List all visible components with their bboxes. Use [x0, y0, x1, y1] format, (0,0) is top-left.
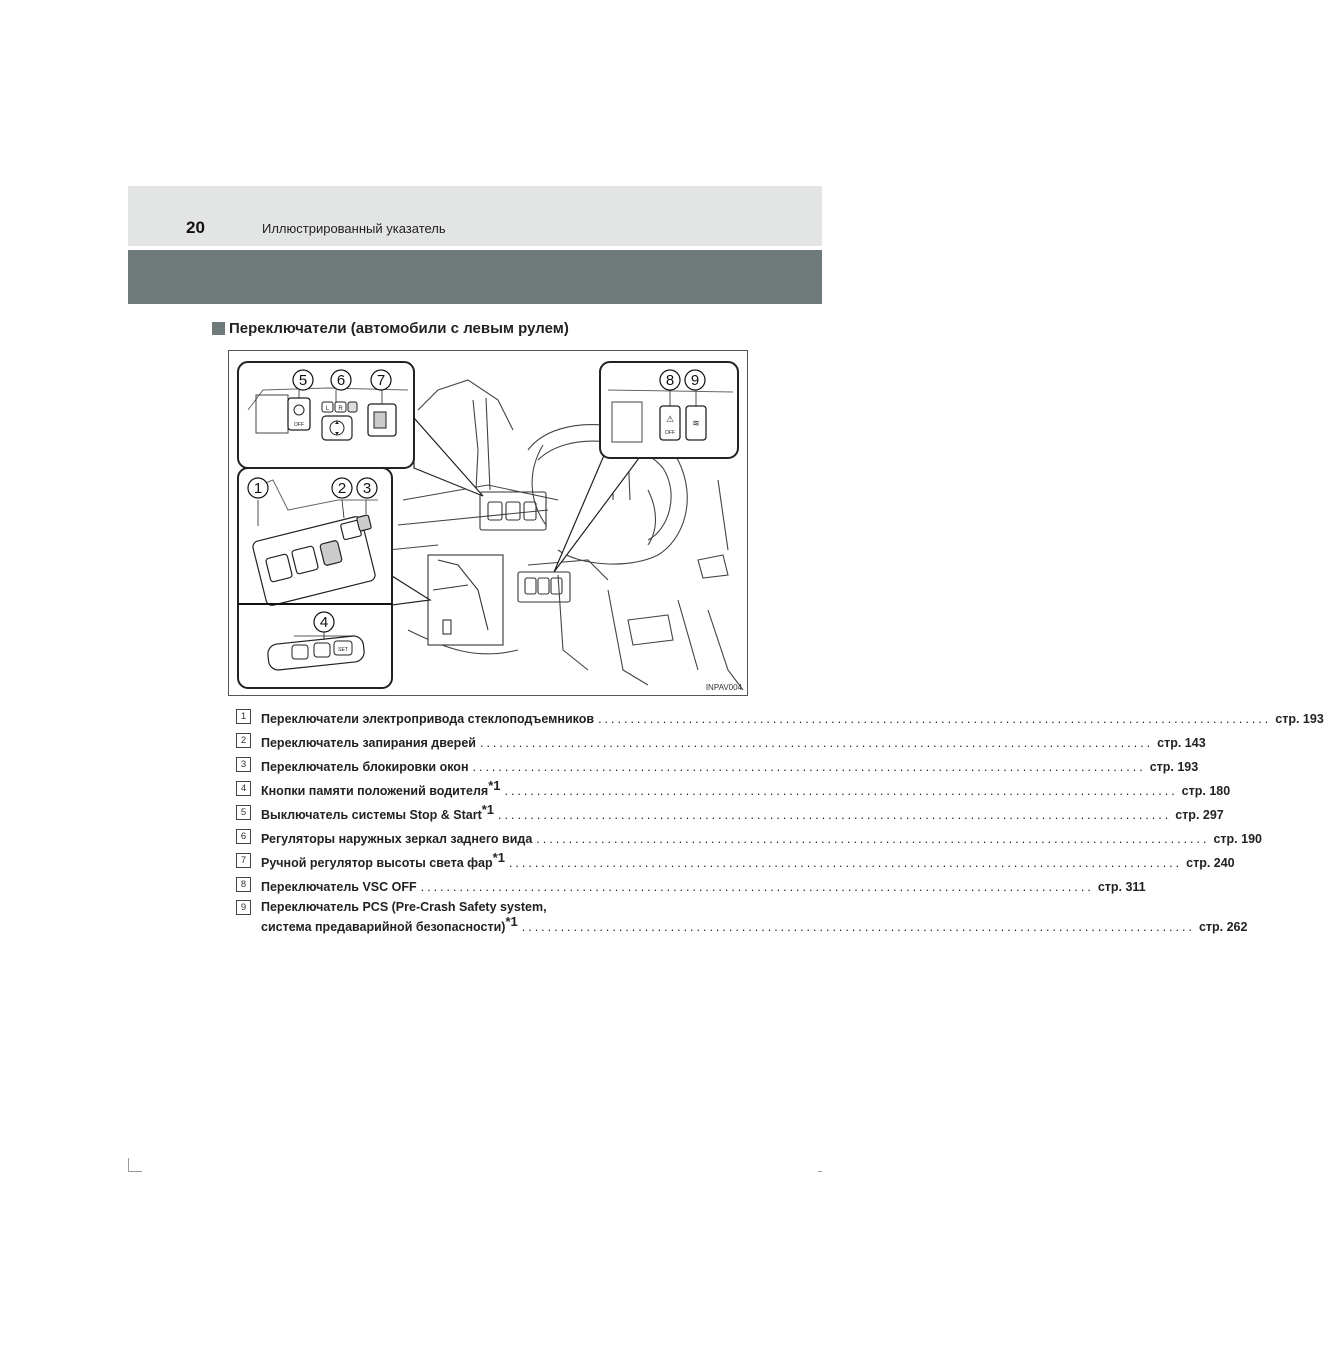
section-band — [128, 250, 822, 304]
item-number: 2 — [236, 733, 251, 748]
callout-4: 4 — [319, 614, 329, 631]
item-number: 1 — [236, 709, 251, 724]
leader-dots: ........................................................................................................ — [598, 712, 1272, 726]
callout-2: 2 — [337, 480, 347, 497]
leader-dots: ........................................................................................................ — [498, 808, 1172, 822]
crop-mark-bottom-left-v — [128, 1158, 129, 1172]
leader-dots: ........................................................................................................ — [521, 920, 1195, 934]
page-reference[interactable]: стр. 311 — [1097, 880, 1146, 894]
callout-7: 7 — [376, 372, 386, 389]
vsc-off-text: OFF — [665, 430, 675, 436]
list-item — [236, 728, 1206, 750]
leader-dots: ........................................................................................................ — [472, 760, 1146, 774]
callouts-567 — [293, 370, 391, 390]
pcs-icon: ≋ — [692, 418, 700, 428]
item-label: Переключатели электропривода стеклоподъемников — [261, 712, 595, 726]
inset-panel-1234 — [238, 468, 392, 688]
heading-text: Переключатели (автомобили с левым рулем) — [229, 319, 569, 337]
footnote-mark: *1 — [505, 913, 518, 929]
callout-1: 1 — [253, 480, 263, 497]
callout-6: 6 — [336, 372, 346, 389]
item-label-line1: Переключатель PCS (Pre-Crash Safety system, — [261, 899, 547, 914]
list-item — [236, 776, 1231, 798]
page-header — [128, 186, 822, 246]
item-number: 6 — [236, 829, 251, 844]
item-label: Кнопки памяти положений водителя — [261, 784, 489, 798]
switches-illustration — [228, 350, 748, 696]
list-item — [236, 704, 1324, 726]
callout-3: 3 — [362, 480, 372, 497]
page-number: 20 — [186, 218, 205, 237]
page-reference[interactable]: стр. 193 — [1149, 760, 1199, 774]
item-number: 9 — [236, 900, 251, 915]
leader-dots: ........................................................................................................ — [504, 784, 1178, 798]
callout-9: 9 — [690, 372, 700, 389]
item-label: Регуляторы наружных зеркал заднего вида — [261, 832, 533, 846]
item-label: Переключатель запирания дверей — [261, 736, 476, 750]
figure-code: INPAV004 — [705, 683, 742, 692]
page-reference[interactable]: стр. 190 — [1213, 832, 1262, 846]
list-item — [236, 800, 1224, 822]
item-number: 4 — [236, 781, 251, 796]
footnote-mark: *1 — [488, 777, 501, 793]
item-label: Переключатель VSC OFF — [261, 880, 417, 894]
memory-set-text: SET — [338, 647, 348, 653]
callout-5: 5 — [298, 372, 308, 389]
list-item — [236, 896, 1248, 934]
list-item — [236, 824, 1262, 846]
stop-start-off-text: OFF — [294, 422, 304, 428]
item-label-line2: система предаварийной безопасности) — [261, 920, 506, 934]
callout-8: 8 — [665, 372, 675, 389]
footnote-mark: *1 — [492, 849, 505, 865]
list-item — [236, 848, 1235, 870]
leader-dots: ........................................................................................................ — [479, 736, 1154, 750]
heading-square-icon — [212, 322, 225, 335]
leader-dots: ........................................................................................................ — [536, 832, 1210, 846]
item-label: Выключатель системы Stop & Start — [261, 808, 482, 822]
door-panel-drawing — [428, 555, 503, 645]
vsc-icon: ⚠ — [665, 414, 675, 424]
dashboard-drawing — [228, 350, 748, 696]
item-number: 7 — [236, 853, 251, 868]
page-reference[interactable]: стр. 262 — [1198, 920, 1248, 934]
page-reference[interactable]: стр. 240 — [1186, 856, 1235, 870]
chapter-title: Иллюстрированный указатель — [262, 221, 446, 236]
leader-dots: ........................................................................................................ — [420, 880, 1094, 894]
page-reference[interactable]: стр. 143 — [1157, 736, 1206, 750]
crop-mark-bottom-left-h — [128, 1171, 142, 1172]
page-reference[interactable]: стр. 180 — [1181, 784, 1231, 798]
list-item — [236, 872, 1146, 894]
page-reference[interactable]: стр. 297 — [1175, 808, 1224, 822]
crop-mark-bottom-right — [818, 1171, 822, 1172]
footnote-mark: *1 — [481, 801, 495, 817]
item-label: Переключатель блокировки окон — [261, 760, 469, 774]
item-label: Ручной регулятор высоты света фар — [261, 856, 493, 870]
item-number: 8 — [236, 877, 251, 892]
item-number: 5 — [236, 805, 251, 820]
page-reference[interactable]: стр. 193 — [1275, 712, 1324, 726]
mirror-left-text: L — [325, 406, 330, 412]
item-number: 3 — [236, 757, 251, 772]
leader-dots: ........................................................................................................ — [508, 856, 1183, 870]
list-item — [236, 752, 1199, 774]
mirror-right-text: R — [338, 406, 343, 412]
section-heading — [212, 318, 569, 338]
